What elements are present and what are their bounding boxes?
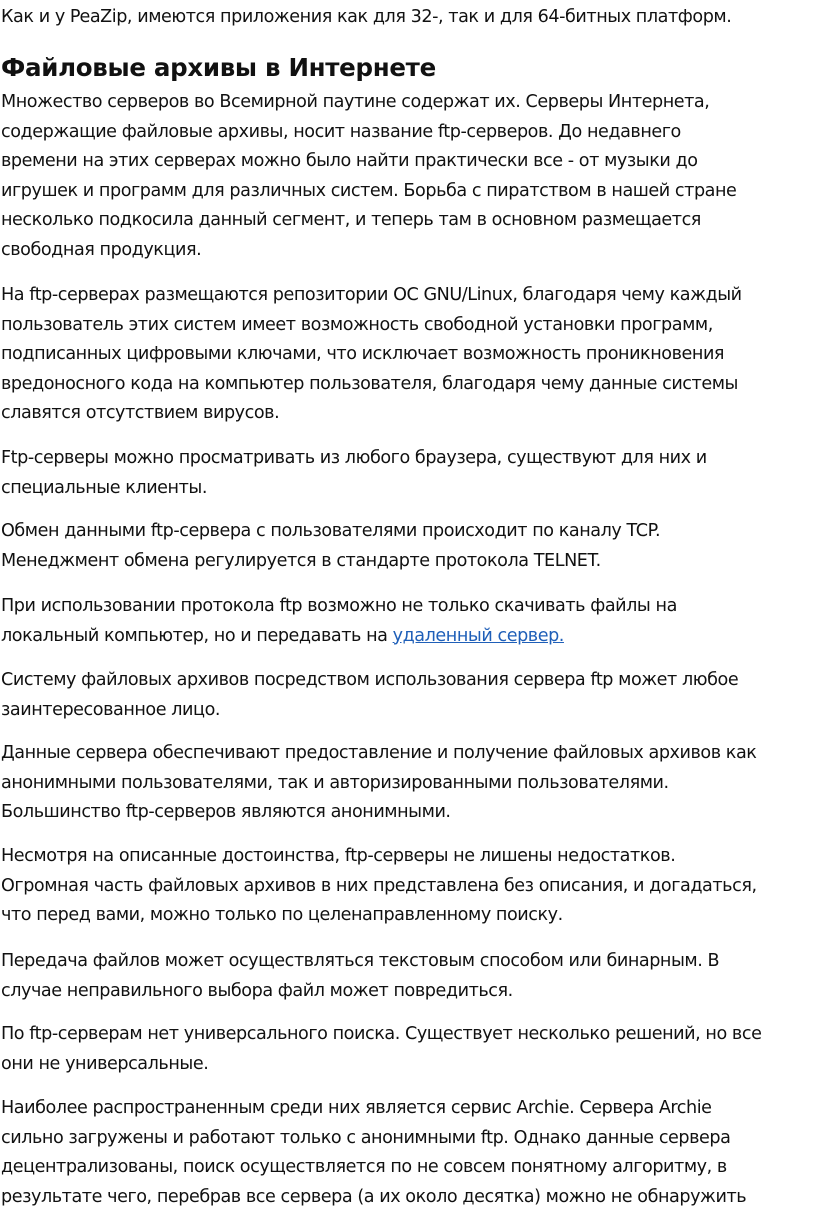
paragraph-line: заинтересованное лицо.: [1, 699, 221, 720]
paragraph-line: подписанных цифровыми ключами, что исключает возможность проникновения: [1, 344, 725, 364]
paragraph-line-with-link: [1, 622, 677, 652]
document-page: [1, 0, 816, 1231]
paragraph-line: Систему файловых архивов посредством использования сервера ftp может любое: [1, 670, 739, 690]
paragraph-line: вредоносного кода на компьютер пользователя, благодаря чему данные системы: [1, 373, 738, 394]
section-heading: Файловые архивы в Интернете: [1, 53, 436, 82]
paragraph-line: анонимными пользователями, так и авторизированными пользователями.: [1, 772, 669, 793]
paragraph-4: [1, 517, 660, 576]
paragraph-line: Менеджмент обмена регулируется в стандарте протокола TELNET.: [1, 550, 601, 571]
paragraph-5: [1, 592, 677, 651]
paragraph-line: При использовании протокола ftp возможно не только скачивать файлы на: [1, 596, 677, 616]
paragraph-line: результате чего, перебрав все сервера (а их около десятка) можно не обнаружить: [1, 1186, 747, 1207]
paragraph-11: [1, 1094, 746, 1212]
paragraph-10: [1, 1020, 761, 1079]
paragraph-line: славятся отсутствием вирусов.: [1, 403, 280, 423]
intro-line: Как и у PeaZip, имеются приложения как для 32-, так и для 64-битных платформ.: [1, 7, 732, 27]
paragraph-line: содержащие файловые архивы, носит название ftp-серверов. До недавнего: [1, 121, 681, 142]
paragraph-line: времени на этих серверах можно было найти практически все - от музыки до: [1, 151, 698, 171]
paragraph-line: По ftp-серверам нет универсального поиска. Существует несколько решений, но все: [1, 1024, 762, 1044]
paragraph-1: [1, 88, 736, 265]
paragraph-line: Несмотря на описанные достоинства, ftp-серверы не лишены недостатков.: [1, 846, 676, 866]
paragraph-line: Огромная часть файловых архивов в них представлена без описания, и догадаться,: [1, 875, 757, 896]
paragraph-line: децентрализованы, поиск осуществляется по не совсем понятному алгоритму, в: [1, 1157, 727, 1177]
paragraph-line: Обмен данными ftp-сервера с пользователями происходит по каналу TCP.: [1, 521, 661, 541]
paragraph-6: [1, 666, 738, 725]
paragraph-line: Передача файлов может осуществляться текстовым способом или бинарным. В: [1, 951, 720, 971]
paragraph-8: [1, 842, 757, 931]
paragraph-line: сильно загружены и работают только с анонимными ftp. Однако данные сервера: [1, 1127, 731, 1148]
paragraph-7: [1, 739, 756, 828]
paragraph-line: свободная продукция.: [1, 239, 202, 260]
paragraph-line: Данные сервера обеспечивают предоставление и получение файловых архивов как: [1, 743, 757, 763]
paragraph-text: локальный компьютер, но и передавать на: [1, 625, 393, 646]
remote-server-link[interactable]: удаленный сервер.: [392, 625, 564, 646]
paragraph-line: Множество серверов во Всемирной паутине содержат их. Серверы Интернета,: [1, 92, 710, 112]
paragraph-line: они не универсальные.: [1, 1053, 209, 1074]
paragraph-line: Ftp-серверы можно просматривать из любого браузера, существуют для них и: [1, 448, 707, 468]
paragraph-line: игрушек и программ для различных систем. Борьба с пиратством в нашей стране: [1, 180, 737, 201]
intro-paragraph: [1, 3, 731, 33]
paragraph-line: случае неправильного выбора файл может повредиться.: [1, 980, 513, 1001]
paragraph-line: специальные клиенты.: [1, 477, 207, 498]
paragraph-2: [1, 281, 742, 429]
paragraph-line: пользователь этих систем имеет возможность свободной установки программ,: [1, 314, 713, 335]
paragraph-line: что перед вами, можно только по целенаправленному поиску.: [1, 905, 563, 925]
paragraph-line: Наиболее распространенным среди них является сервис Archie. Сервера Archie: [1, 1098, 712, 1118]
paragraph-9: [1, 947, 719, 1006]
paragraph-line: несколько подкосила данный сегмент, и теперь там в основном размещается: [1, 210, 701, 230]
paragraph-3: [1, 444, 707, 503]
paragraph-line: На ftp-серверах размещаются репозитории ОС GNU/Linux, благодаря чему каждый: [1, 285, 742, 305]
paragraph-line: Большинство ftp-серверов являются анонимными.: [1, 802, 451, 822]
